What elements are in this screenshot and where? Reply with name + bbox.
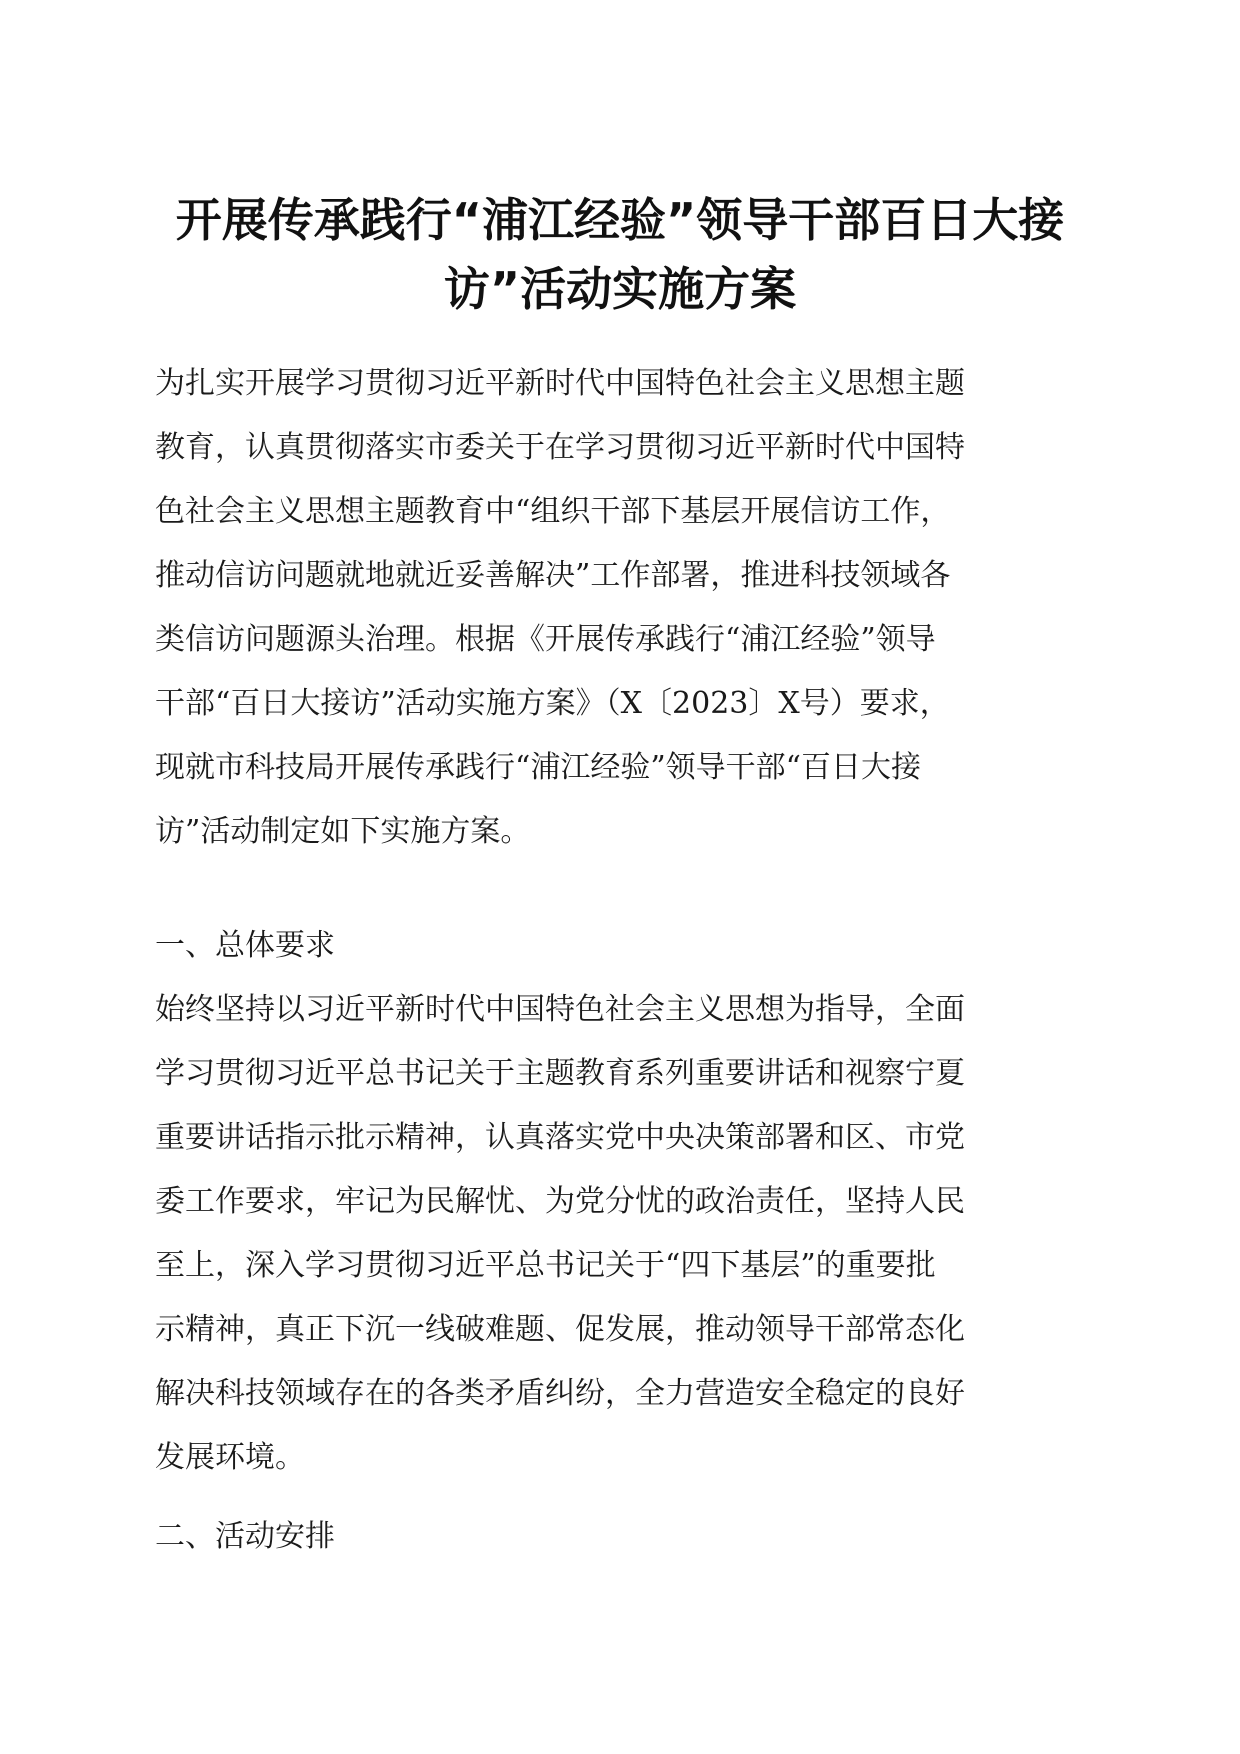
paragraph-line: 推动信访问题就地就近妥善解决”工作部署，推进科技领域各 — [155, 558, 951, 593]
paragraph-line: 委工作要求，牢记为民解忧、为党分忧的政治责任，坚持人民 — [155, 1184, 965, 1219]
paragraph-line: 现就市科技局开展传承践行“浦江经验”领导干部“百日大接 — [155, 750, 922, 785]
overall-requirements-paragraph — [155, 978, 1085, 1490]
paragraph-line: 示精神，真正下沉一线破难题、促发展，推动领导干部常态化 — [155, 1312, 965, 1347]
section-heading-text: 一、总体要求 — [155, 928, 335, 963]
title-line: 访”活动实施方案 — [443, 262, 797, 316]
paragraph-line: 干部“百日大接访”活动实施方案》（X〔2023〕X号）要求， — [155, 686, 950, 721]
paragraph-line: 色社会主义思想主题教育中“组织干部下基层开展信访工作， — [155, 494, 951, 529]
paragraph-line: 学习贯彻习近平总书记关于主题教育系列重要讲话和视察宁夏 — [155, 1056, 965, 1091]
section-heading-overall-requirements — [155, 914, 1085, 978]
title-line: 开展传承践行“浦江经验”领导干部百日大接 — [175, 193, 1065, 247]
paragraph-line: 解决科技领域存在的各类矛盾纠纷，全力营造安全稳定的良好 — [155, 1376, 965, 1411]
section-heading-text: 二、活动安排 — [155, 1519, 335, 1554]
paragraph-line: 重要讲话指示批示精神，认真落实党中央决策部署和区、市党 — [155, 1120, 965, 1155]
paragraph-line: 类信访问题源头治理。根据《开展传承践行“浦江经验”领导 — [155, 622, 936, 657]
paragraph-line: 教育，认真贯彻落实市委关于在学习贯彻习近平新时代中国特 — [155, 430, 965, 465]
section-heading-activity-arrangements — [155, 1505, 1085, 1569]
intro-paragraph — [155, 352, 1085, 864]
paragraph-line: 访”活动制定如下实施方案。 — [155, 814, 531, 849]
paragraph-line: 发展环境。 — [155, 1440, 305, 1475]
paragraph-line: 为扎实开展学习贯彻习近平新时代中国特色社会主义思想主题 — [155, 366, 965, 401]
paragraph-line: 至上，深入学习贯彻习近平总书记关于“四下基层”的重要批 — [155, 1248, 936, 1283]
document-title — [140, 186, 1100, 324]
paragraph-line: 始终坚持以习近平新时代中国特色社会主义思想为指导，全面 — [155, 992, 965, 1027]
